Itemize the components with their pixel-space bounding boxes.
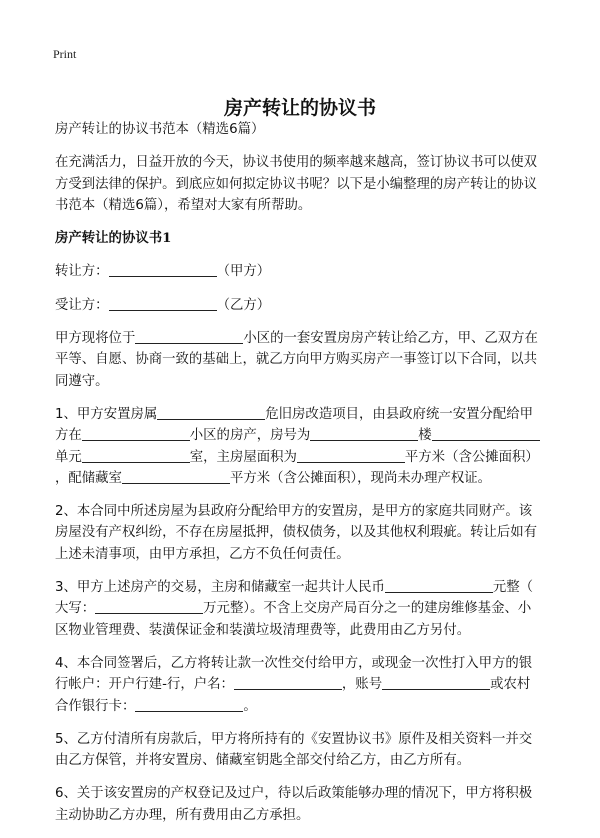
section-heading bbox=[55, 228, 555, 249]
fill-in-blank bbox=[297, 448, 405, 463]
paragraph bbox=[55, 261, 555, 282]
text-segment: 受让方： bbox=[55, 297, 109, 313]
text-line bbox=[55, 783, 555, 804]
fill-in-blank bbox=[82, 426, 190, 441]
text-line bbox=[55, 228, 555, 249]
fill-in-blank bbox=[382, 675, 490, 690]
text-segment: 6、关于该安置房的产权登记及过户，待以后政策能够办理的情况下，甲方将积极 bbox=[55, 786, 533, 802]
text-segment: 2、本合同中所述房屋为县政府分配给甲方的安置房，是甲方的家庭共同财产。该 bbox=[55, 504, 533, 520]
text-segment: 方受到法律的保护。到底应如何拟定协议书呢？以下是小编整理的房产转让的协议 bbox=[55, 176, 538, 192]
text-segment: 大写： bbox=[55, 601, 96, 617]
fill-in-blank bbox=[310, 426, 418, 441]
text-line bbox=[55, 620, 555, 641]
text-segment: 或农村 bbox=[490, 677, 531, 693]
text-segment: 5、乙方付清所有房款后，甲方将所持有的《安置协议书》原件及相关资料一并交 bbox=[55, 731, 533, 747]
text-segment: 主动协助乙方办理，所有费用由乙方承担。 bbox=[55, 807, 310, 823]
text-segment: 方在 bbox=[55, 428, 82, 444]
fill-in-blank bbox=[385, 578, 493, 593]
text-segment: 。 bbox=[243, 698, 257, 714]
text-segment: 行帐户：开户行建-行，户名： bbox=[55, 677, 234, 693]
text-segment: 同遵守。 bbox=[55, 373, 109, 389]
text-segment: 室，主房屋面积为 bbox=[189, 449, 297, 465]
text-segment: 1、甲方安置房属 bbox=[55, 406, 158, 422]
paragraph bbox=[55, 501, 555, 565]
text-line bbox=[55, 328, 555, 349]
text-segment: 小区的一套安置房房产转让给乙方，甲、乙双方在 bbox=[243, 331, 538, 347]
text-segment: 由乙方保管，并将安置房、储藏室钥匙全部交付给乙方，由乙方所有。 bbox=[55, 753, 471, 769]
print-link[interactable]: Print bbox=[53, 47, 77, 61]
text-line bbox=[55, 425, 555, 446]
text-segment: 危旧房改造项目，由县政府统一安置分配给甲 bbox=[265, 406, 534, 422]
text-line bbox=[55, 195, 555, 216]
text-segment: 书范本（精选6篇），希望对大家有所帮助。 bbox=[55, 197, 312, 213]
text-segment: 单元 bbox=[55, 449, 82, 465]
text-line bbox=[55, 404, 555, 425]
paragraph bbox=[55, 152, 555, 216]
text-line bbox=[55, 544, 555, 565]
text-line bbox=[55, 805, 555, 826]
paragraph bbox=[55, 729, 555, 772]
fill-in-blank bbox=[109, 262, 217, 277]
text-segment: ，账号 bbox=[341, 677, 383, 693]
text-segment: 区物业管理费、装潢保证金和装潢垃圾清理费等，此费用由乙方另付。 bbox=[55, 622, 471, 638]
fill-in-blank bbox=[432, 426, 540, 441]
text-line bbox=[55, 750, 555, 771]
paragraph bbox=[55, 577, 555, 641]
text-line bbox=[55, 174, 555, 195]
text-line bbox=[55, 468, 555, 489]
fill-in-blank bbox=[82, 448, 190, 463]
text-segment: 平等、自愿、协商一致的基础上，就乙方向甲方购买房产一事签订以下合同，以共 bbox=[55, 352, 538, 368]
text-line bbox=[55, 152, 555, 173]
text-segment: 房产转让的协议书1 bbox=[55, 230, 172, 247]
paragraph bbox=[55, 404, 555, 489]
text-line bbox=[55, 653, 555, 674]
paragraph bbox=[55, 653, 555, 717]
text-line bbox=[55, 371, 555, 392]
paragraph bbox=[55, 119, 555, 140]
text-line bbox=[55, 447, 555, 468]
text-line bbox=[55, 295, 555, 316]
text-line bbox=[55, 349, 555, 370]
text-segment: 房产转让的协议书范本（精选6篇） bbox=[55, 122, 265, 137]
text-segment: 甲方现将位于 bbox=[55, 331, 136, 347]
fill-in-blank bbox=[122, 469, 230, 484]
text-segment: 3、甲方上述房产的交易，主房和储藏室一起共计人民币 bbox=[55, 580, 385, 596]
fill-in-blank bbox=[234, 675, 342, 690]
text-segment: ，配储藏室 bbox=[55, 470, 122, 486]
fill-in-blank bbox=[157, 405, 265, 420]
document-body bbox=[55, 119, 555, 838]
text-line bbox=[55, 729, 555, 750]
fill-in-blank bbox=[135, 329, 243, 344]
text-segment: （乙方） bbox=[216, 297, 271, 313]
text-segment: 4、本合同签署后，乙方将转让款一次性交付给甲方，或现金一次性打入甲方的银 bbox=[55, 655, 533, 671]
text-line bbox=[55, 522, 555, 543]
text-segment: 元整（ bbox=[492, 580, 534, 596]
text-line bbox=[55, 577, 555, 598]
text-line bbox=[55, 501, 555, 522]
text-segment: 平方米（含公摊面积），现尚未办理产权证。 bbox=[229, 470, 492, 486]
text-segment: 合作银行卡： bbox=[55, 698, 136, 714]
text-segment: 平方米（含公摊面积） bbox=[404, 449, 539, 465]
text-line bbox=[55, 696, 555, 717]
text-segment: （甲方） bbox=[216, 264, 271, 280]
text-line bbox=[55, 674, 555, 695]
paragraph bbox=[55, 783, 555, 826]
text-line bbox=[55, 119, 555, 140]
text-segment: 转让方： bbox=[55, 264, 109, 280]
text-segment: 小区的房产，房号为 bbox=[189, 428, 311, 444]
paragraph bbox=[55, 295, 555, 316]
text-segment: 楼 bbox=[418, 428, 432, 444]
paragraph bbox=[55, 328, 555, 392]
document-title: 房产转让的协议书 bbox=[223, 96, 376, 119]
fill-in-blank bbox=[95, 599, 203, 614]
fill-in-blank bbox=[135, 697, 243, 712]
text-segment: 房屋没有产权纠纷，不存在房屋抵押，债权债务，以及其他权利瑕疵。转让后如有 bbox=[55, 525, 538, 541]
text-line bbox=[55, 261, 555, 282]
text-segment: 在充满活力，日益开放的今天，协议书使用的频率越来越高，签订协议书可以使双 bbox=[55, 155, 538, 171]
text-line bbox=[55, 598, 555, 619]
text-segment: 万元整）。不含上交房产局百分之一的建房维修基金、小 bbox=[203, 601, 532, 617]
text-segment: 上述未清事项，由甲方承担，乙方不负任何责任。 bbox=[55, 546, 350, 562]
fill-in-blank bbox=[109, 296, 217, 311]
